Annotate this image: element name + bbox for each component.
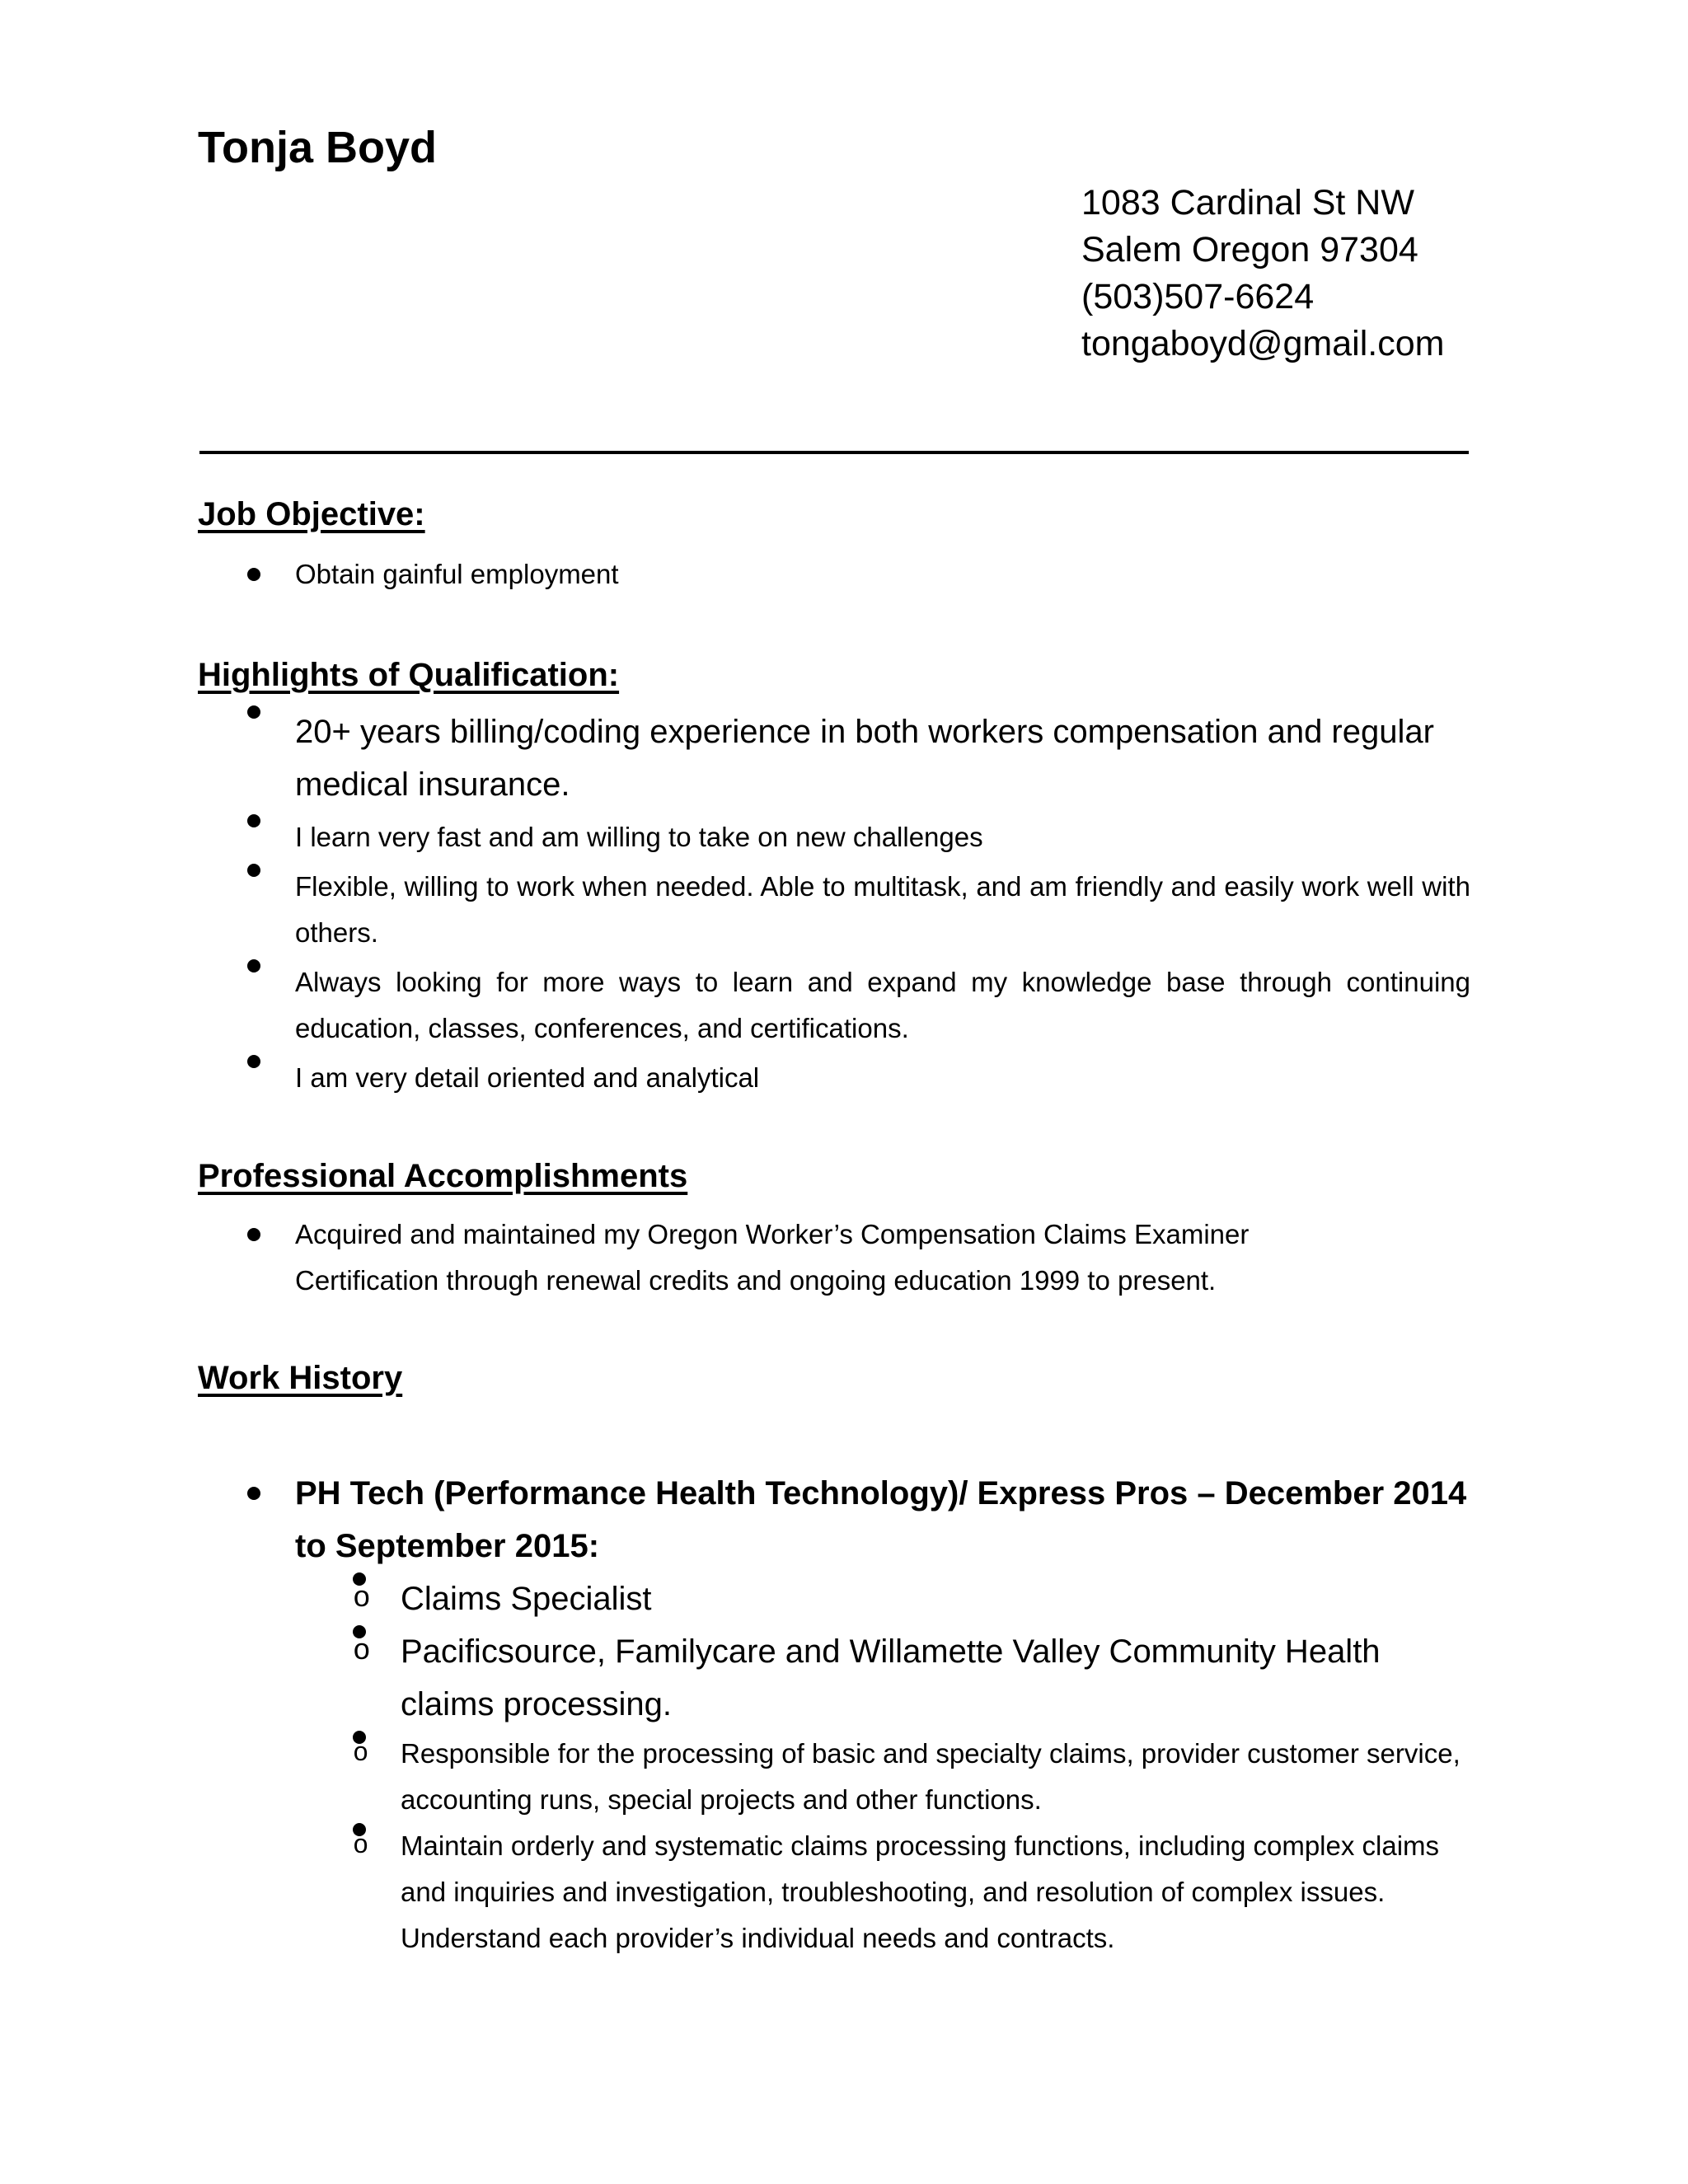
accomplishments-list (198, 1212, 1368, 1304)
highlights-list (198, 705, 1470, 1101)
job-detail-item: o Claims Specialist (295, 1572, 1470, 1625)
highlights-heading: Highlights of Qualification: (198, 657, 620, 693)
work-history-list (198, 1467, 1470, 1961)
resume-name: Tonja Boyd (198, 123, 437, 172)
job-objective-heading: Job Objective: (198, 496, 425, 532)
accomplishments-heading: Professional Accomplishments (198, 1158, 688, 1194)
job-title: PH Tech (Performance Health Technology)/ Express Pros – December 2014 to September 2015: (295, 1475, 1467, 1564)
job-detail-item: o Pacificsource, Familycare and Willamette Valley Community Health claims processing. (295, 1625, 1470, 1731)
highlight-item: Always looking for more ways to learn and expand my knowledge base through continuing education, classes, conferences, and certifications. (198, 959, 1470, 1052)
email-address: tongaboyd@gmail.com (1081, 324, 1445, 363)
highlight-item: Flexible, willing to work when needed. Able to multitask, and am friendly and easily work well with others. (198, 864, 1470, 956)
job-objective-list (198, 551, 1470, 598)
job-detail-item: o Maintain orderly and systematic claims processing functions, including complex claims and inquiries and investigation, troubleshooting, and resolution of complex issues. Understand each provider’s individual needs and contracts. (295, 1823, 1470, 1961)
job-details-list (295, 1572, 1470, 1961)
job-objective-item: Obtain gainful employment (198, 551, 1470, 598)
highlight-item: I learn very fast and am willing to take on new challenges (198, 814, 1470, 860)
phone-number: (503)507-6624 (1081, 277, 1315, 316)
highlight-item: I am very detail oriented and analytical (198, 1055, 1470, 1101)
accomplishment-item: Acquired and maintained my Oregon Worker’s Compensation Claims Examiner Certification through renewal credits and ongoing education 1999 to present. (198, 1212, 1368, 1304)
highlight-item: 20+ years billing/coding experience in both workers compensation and regular medical insurance. (198, 705, 1470, 811)
contact-block (1081, 180, 1444, 368)
header-divider (199, 451, 1469, 454)
job-detail-item: o Responsible for the processing of basic and specialty claims, provider customer service, accounting runs, special projects and other functions. (295, 1731, 1470, 1823)
job-entry (198, 1467, 1470, 1961)
work-history-heading: Work History (198, 1360, 403, 1396)
address-line-1: 1083 Cardinal St NW (1081, 183, 1414, 223)
address-line-2: Salem Oregon 97304 (1081, 230, 1418, 269)
